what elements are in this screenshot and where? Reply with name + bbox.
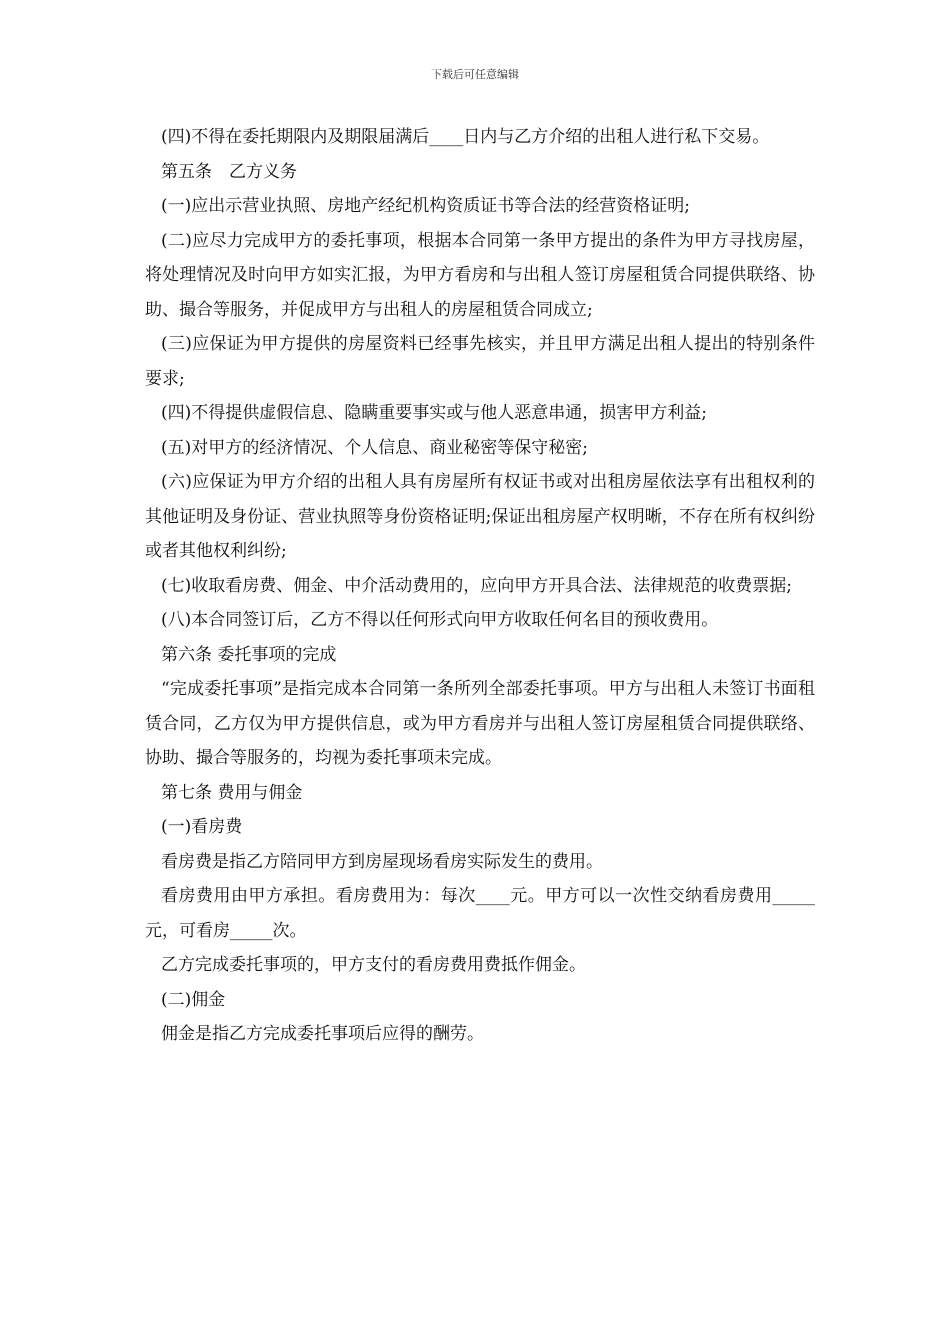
- article-5-heading: 第五条 乙方义务: [161, 161, 297, 182]
- clause-5-7: (七)收取看房费、佣金、中介活动费用的，应向甲方开具合法、法律规范的收费票据;: [161, 575, 792, 596]
- clause-5-3: (三)应保证为甲方提供的房屋资料已经事先核实，并且甲方满足出租人提出的特别条件要求;: [145, 334, 815, 389]
- clause-5-2: (二)应尽力完成甲方的委托事项，根据本合同第一条甲方提出的条件为甲方寻找房屋，将处理情况及时向甲方如实汇报，为甲方看房和与出租人签订房屋租赁合同提供联络、协助、撮合等服务，并促成甲方与出租人的房屋租赁合同成立;: [145, 230, 815, 320]
- commission-definition: 佣金是指乙方完成委托事项后应得的酬劳。: [161, 1024, 484, 1044]
- clause-4-4: (四)不得在委托期限内及期限届满后____日内与乙方介绍的出租人进行私下交易。: [161, 127, 770, 147]
- clause-5-5: (五)对甲方的经济情况、个人信息、商业秘密等保守秘密;: [161, 437, 588, 458]
- page-header: 下载后可任意编辑: [431, 68, 519, 81]
- document-body: [145, 120, 815, 1052]
- article-7-heading: 第七条 费用与佣金: [161, 782, 303, 803]
- article-6-heading: 第六条 委托事项的完成: [161, 644, 337, 665]
- clause-5-6: (六)应保证为甲方介绍的出租人具有房屋所有权证书或对出租房屋依法享有出租权利的其他证明及身份证、营业执照等身份资格证明;保证出租房屋产权明晰，不存在所有权纠纷或者其他权利纠纷;: [145, 472, 815, 561]
- viewing-fee-heading: (一)看房费: [161, 817, 243, 837]
- viewing-fee-terms: 看房费用由甲方承担。看房费用为：每次____元。甲方可以一次性交纳看房费用_____元，可看房_____次。: [145, 886, 815, 941]
- clause-5-4: (四)不得提供虚假信息、隐瞒重要事实或与他人恶意串通，损害甲方利益;: [161, 403, 707, 423]
- viewing-fee-offset: 乙方完成委托事项的，甲方支付的看房费用费抵作佣金。: [161, 955, 586, 975]
- clause-5-8: (八)本合同签订后，乙方不得以任何形式向甲方收取任何名目的预收费用。: [161, 610, 719, 630]
- viewing-fee-definition: 看房费是指乙方陪同甲方到房屋现场看房实际发生的费用。: [161, 851, 603, 872]
- article-6-text: “完成委托事项”是指完成本合同第一条所列全部委托事项。甲方与出租人未签订书面租赁合同，乙方仅为甲方提供信息，或为甲方看房并与出租人签订房屋租赁合同提供联络、协助、撮合等服务的，均视为委托事项未完成。: [145, 679, 815, 768]
- commission-heading: (二)佣金: [161, 989, 226, 1010]
- clause-5-1: (一)应出示营业执照、房地产经纪机构资质证书等合法的经营资格证明;: [161, 196, 690, 216]
